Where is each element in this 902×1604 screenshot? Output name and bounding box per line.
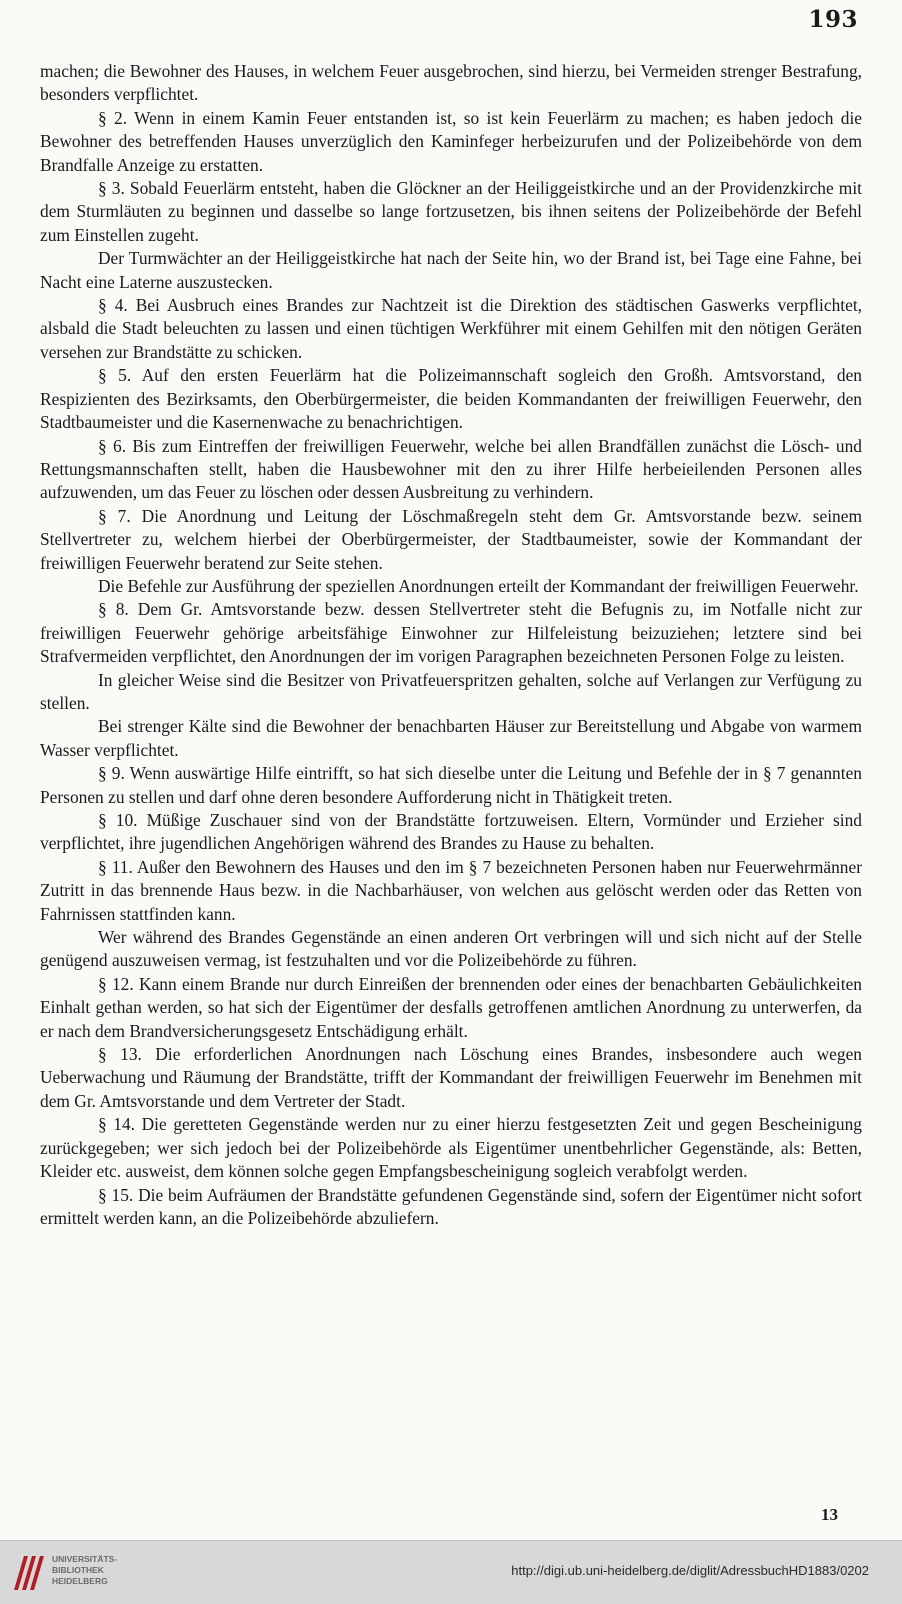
logo-line: BIBLIOTHEK: [52, 1565, 104, 1575]
paragraph: § 7. Die Anordnung und Leitung der Löschmaßregeln steht dem Gr. Amtsvorstande bezw. seinem Stellvertreter zu, welchem hierbei der Oberbürgermeister, der Stadtbaumeister, sowie der Kommandant der freiwilligen Feuerwehr beratend zur Seite stehen.: [40, 505, 862, 573]
paragraph: § 5. Auf den ersten Feuerlärm hat die Polizeimannschaft sogleich den Großh. Amtsvorstand, den Respizienten des Bezirksamts, den Oberbürgermeister, die beiden Kommandanten der freiwilligen Feuerwehr, den Stadtbaumeister und die Kasernenwache zu benachrichtigen.: [40, 365, 862, 433]
paragraph: § 8. Dem Gr. Amtsvorstande bezw. dessen Stellvertreter steht die Befugnis zu, im Notfalle nicht zur freiwilligen Feuerwehr gehörige arbeitsfähige Einwohner zur Hilfeleistung beizuziehen; letztere sind bei Strafvermeiden verpflichtet, den Anordnungen der im vorigen Paragraphen bezeichneten Personen Folge zu leisten.: [40, 599, 862, 667]
permalink-url[interactable]: http://digi.ub.uni-heidelberg.de/diglit/AdressbuchHD1883/0202: [511, 1563, 869, 1578]
paragraph: § 15. Die beim Aufräumen der Brandstätte gefundenen Gegenstände sind, sofern der Eigentümer nicht sofort ermittelt werden kann, an die Polizeibehörde abzuliefern.: [40, 1184, 862, 1228]
paragraph: § 3. Sobald Feuerlärm entsteht, haben die Glöckner an der Heiliggeistkirche und an der Providenzkirche mit dem Sturmläuten zu beginnen und dasselbe so lange fortzusetzen, bis ihnen seitens der Polizeibehörde der Befehl zum Einstellen zugeht.: [40, 178, 862, 245]
logo-line: HEIDELBERG: [52, 1576, 108, 1586]
paragraph: In gleicher Weise sind die Besitzer von Privatfeuerspritzen gehalten, solche auf Verlangen zur Verfügung zu stellen.: [40, 669, 862, 713]
paragraph: Der Turmwächter an der Heiliggeistkirche hat nach der Seite hin, wo der Brand ist, bei Tage eine Fahne, bei Nacht eine Laterne auszustecken.: [40, 248, 862, 292]
paragraph: § 6. Bis zum Eintreffen der freiwilligen Feuerwehr, welche bei allen Brandfällen zunächst die Lösch- und Rettungsmannschaften stellt, haben die Hausbewohner mit den zu ihrer Hilfe herbeieilenden Personen alles aufzuwenden, um das Feuer zu löschen oder dessen Ausbreitung zu verhindern.: [40, 435, 862, 503]
document-body: [40, 60, 862, 1230]
paragraph: § 2. Wenn in einem Kamin Feuer entstanden ist, so ist kein Feuerlärm zu machen; es haben jedoch die Bewohner des betreffenden Hauses unverzüglich den Kaminfeger herbeizurufen und der Polizeibehörde von dem Brandfalle Anzeige zu erstatten.: [40, 107, 862, 175]
paragraph: § 12. Kann einem Brande nur durch Einreißen der brennenden oder eines der benachbarten Gebäulichkeiten Einhalt gethan werden, so hat sich der Eigentümer der desfalls getroffenen amtlichen Anordnung zu unterwerfen, da er nach dem Brandversicherungsgesetz Entschädigung erhält.: [40, 973, 862, 1041]
paragraph: Die Befehle zur Ausführung der speziellen Anordnungen erteilt der Kommandant der freiwilligen Feuerwehr.: [98, 575, 859, 596]
paragraph: Wer während des Brandes Gegenstände an einen anderen Ort verbringen will und sich nicht auf der Stelle genügend auszuweisen vermag, ist festzuhalten und vor die Polizeibehörde zu führen.: [40, 927, 862, 971]
paragraph: § 11. Außer den Bewohnern des Hauses und den im § 7 bezeichneten Personen haben nur Feuerwehrmänner Zutritt in das brennende Haus bezw. in die Nachbarhäuser, von welchen aus gelöscht werden oder das Retten von Fahrnissen stattfinden kann.: [40, 856, 862, 924]
paragraph: § 10. Müßige Zuschauer sind von der Brandstätte fortzuweisen. Eltern, Vormünder und Erzieher sind verpflichtet, ihre jugendlichen Angehörigen während des Brandes zu Hause zu behalten.: [40, 810, 862, 854]
paragraph: § 4. Bei Ausbruch eines Brandes zur Nachtzeit ist die Direktion des städtischen Gaswerks verpflichtet, alsbald die Stadt beleuchten zu lassen und einen tüchtigen Werkführer mit einem Gehilfen mit den nötigen Geräten versehen zur Brandstätte zu schicken.: [40, 295, 862, 362]
paragraph: § 14. Die geretteten Gegenstände werden nur zu einer hierzu festgesetzten Zeit und gegen Bescheinigung zurückgegeben; wer sich jedoch bei der Polizeibehörde als Eigentümer unentbehrlicher Gegenstände, als: Betten, Kleider etc. ausweist, dem können solche gegen Empfangsbescheinigung sogleich verabfolgt werden.: [40, 1114, 862, 1182]
paragraph: machen; die Bewohner des Hauses, in welchem Feuer ausgebrochen, sind hierzu, bei Vermeiden strenger Bestrafung, besonders verpflichtet.: [40, 61, 862, 105]
signature-mark: 13: [821, 1505, 838, 1524]
paragraph: § 13. Die erforderlichen Anordnungen nach Löschung eines Brandes, insbesondere auch wegen Ueberwachung und Räumung der Brandstätte, trifft der Kommandant der freiwilligen Feuerwehr im Benehmen mit dem Gr. Amtsvorstande und dem Vertreter der Stadt.: [40, 1044, 862, 1111]
library-logo[interactable]: [10, 1552, 150, 1594]
paragraph: Bei strenger Kälte sind die Bewohner der benachbarten Häuser zur Bereitstellung und Abgabe von warmem Wasser verpflichtet.: [40, 716, 862, 760]
library-emblem-icon: [10, 1552, 46, 1592]
logo-line: UNIVERSITÄTS-: [52, 1554, 118, 1564]
page-number: 193: [808, 6, 858, 33]
footer-bar: [0, 1540, 902, 1604]
paragraph: § 9. Wenn auswärtige Hilfe eintrifft, so hat sich dieselbe unter die Leitung und Befehle der in § 7 genannten Personen zu stellen und darf ohne deren besondere Aufforderung nicht in Thätigkeit treten.: [40, 763, 862, 807]
library-name: [52, 1554, 117, 1587]
